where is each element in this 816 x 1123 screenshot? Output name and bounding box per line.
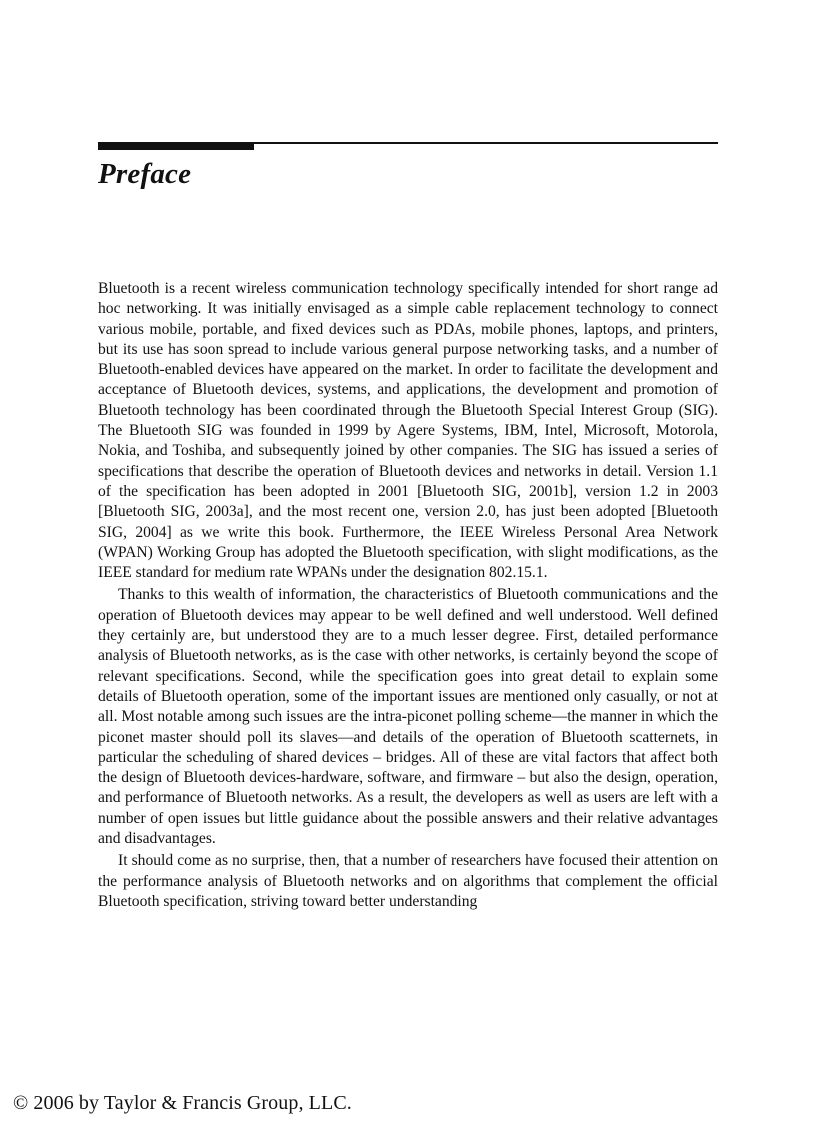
paragraph: Bluetooth is a recent wireless communication technology specifically intended for short range ad hoc networking. It was initially envisaged as a simple cable replacement technology to connect various mobile, portable, and fixed devices such as PDAs, mobile phones, laptops, and printers, but its use has soon spread to include various general purpose networking tasks, and a number of Bluetooth-enabled devices have appeared on the market. In order to facilitate the development and acceptance of Bluetooth devices, systems, and applications, the development and promotion of Bluetooth technology has been coordinated through the Bluetooth Special Interest Group (SIG). The Bluetooth SIG was founded in 1999 by Agere Systems, IBM, Intel, Microsoft, Motorola, Nokia, and Toshiba, and subsequently joined by other companies. The SIG has issued a series of specifications that describe the operation of Bluetooth devices and networks in detail. Version 1.1 of the specification has been adopted in 2001 [Bluetooth SIG, 2001b], version 1.2 in 2003 [Bluetooth SIG, 2003a], and the most recent one, version 2.0, has just been adopted [Bluetooth SIG, 2004] as we write this book. Furthermore, the IEEE Wireless Personal Area Network (WPAN) Working Group has adopted the Bluetooth specification, with slight modifications, as the IEEE standard for medium rate WPANs under the designation 802.15.1. xyxy=(98,280,718,582)
body-text xyxy=(98,279,718,912)
paragraph: It should come as no surprise, then, that a number of researchers have focused their attention on the performance analysis of Bluetooth networks and on algorithms that complement the official Bluetooth specification, striving toward better understanding xyxy=(98,852,718,910)
chapter-rule-accent xyxy=(98,142,254,150)
chapter-title: Preface xyxy=(98,158,192,190)
paragraph: Thanks to this wealth of information, the characteristics of Bluetooth communications and the operation of Bluetooth devices may appear to be well defined and well understood. Well defined they certainly are, but understood they are to a much lesser degree. First, detailed performance analysis of Bluetooth networks, as is the case with other networks, is certainly beyond the scope of relevant specifications. Second, while the specification goes into great detail to explain some details of Bluetooth operation, some of the important issues are mentioned only casually, or not at all. Most notable among such issues are the intra-piconet polling scheme—the manner in which the piconet master should poll its slaves—and details of the operation of Bluetooth scatternets, in particular the scheduling of shared devices – bridges. All of these are vital factors that affect both the design of Bluetooth devices-hardware, software, and firmware – but also the design, operation, and performance of Bluetooth networks. As a result, the developers as well as users are left with a number of open issues but little guidance about the possible answers and their relative advantages and disadvantages. xyxy=(98,586,718,848)
copyright-notice: © 2006 by Taylor & Francis Group, LLC. xyxy=(13,1092,352,1114)
